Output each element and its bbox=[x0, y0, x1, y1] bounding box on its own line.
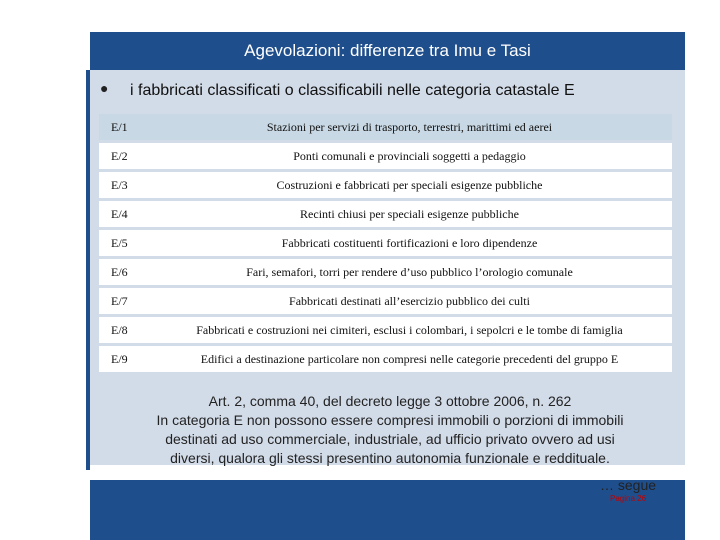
table-row bbox=[99, 346, 672, 372]
note-line-3: destinati ad uso commerciale, industriale, ad ufficio privato ovvero ad usi bbox=[165, 431, 615, 447]
table-row bbox=[99, 143, 672, 169]
slide-title-text: Agevolazioni: differenze tra Imu e Tasi bbox=[244, 41, 531, 60]
category-code: E/2 bbox=[99, 143, 147, 169]
category-description: Edifici a destinazione particolare non compresi nelle categorie precedenti del gruppo E bbox=[147, 346, 672, 372]
category-description: Stazioni per servizi di trasporto, terrestri, marittimi ed aerei bbox=[147, 114, 672, 140]
table-row bbox=[99, 288, 672, 314]
category-description: Costruzioni e fabbricati per speciali esigenze pubbliche bbox=[147, 172, 672, 198]
bullet-dot-icon: ● bbox=[100, 80, 109, 96]
category-description: Fari, semafori, torri per rendere d’uso pubblico l’orologio comunale bbox=[147, 259, 672, 285]
category-description: Fabbricati costituenti fortificazioni e loro dipendenze bbox=[147, 230, 672, 256]
table-row bbox=[99, 114, 672, 140]
category-table bbox=[99, 111, 672, 375]
table-row bbox=[99, 172, 672, 198]
page-number: Pagina 26 bbox=[610, 494, 647, 503]
table-row bbox=[99, 230, 672, 256]
category-code: E/8 bbox=[99, 317, 147, 343]
note-line-4: diversi, qualora gli stessi presentino autonomia funzionale e reddituale. bbox=[170, 450, 610, 466]
bullet-text: i fabbricati classificati o classificabili nelle categoria catastale E bbox=[130, 82, 575, 99]
category-code: E/9 bbox=[99, 346, 147, 372]
footer-bar bbox=[90, 480, 685, 540]
category-description: Ponti comunali e provinciali soggetti a pedaggio bbox=[147, 143, 672, 169]
category-code: E/6 bbox=[99, 259, 147, 285]
category-code: E/1 bbox=[99, 114, 147, 140]
category-description: Fabbricati destinati all’esercizio pubblico dei culti bbox=[147, 288, 672, 314]
category-code: E/3 bbox=[99, 172, 147, 198]
note-line-1: Art. 2, comma 40, del decreto legge 3 ottobre 2006, n. 262 bbox=[208, 393, 572, 409]
note-line-2: In categoria E non possono essere compresi immobili o porzioni di immobili bbox=[156, 412, 624, 428]
table-row bbox=[99, 201, 672, 227]
category-code: E/5 bbox=[99, 230, 147, 256]
slide-title bbox=[90, 32, 685, 70]
table-row bbox=[99, 259, 672, 285]
continue-label: … segue bbox=[600, 477, 657, 493]
table-row bbox=[99, 317, 672, 343]
category-code: E/4 bbox=[99, 201, 147, 227]
bullet-point bbox=[100, 80, 575, 102]
category-description: Recinti chiusi per speciali esigenze pubbliche bbox=[147, 201, 672, 227]
category-code: E/7 bbox=[99, 288, 147, 314]
category-description: Fabbricati e costruzioni nei cimiteri, esclusi i colombari, i sepolcri e le tombe di famiglia bbox=[147, 317, 672, 343]
